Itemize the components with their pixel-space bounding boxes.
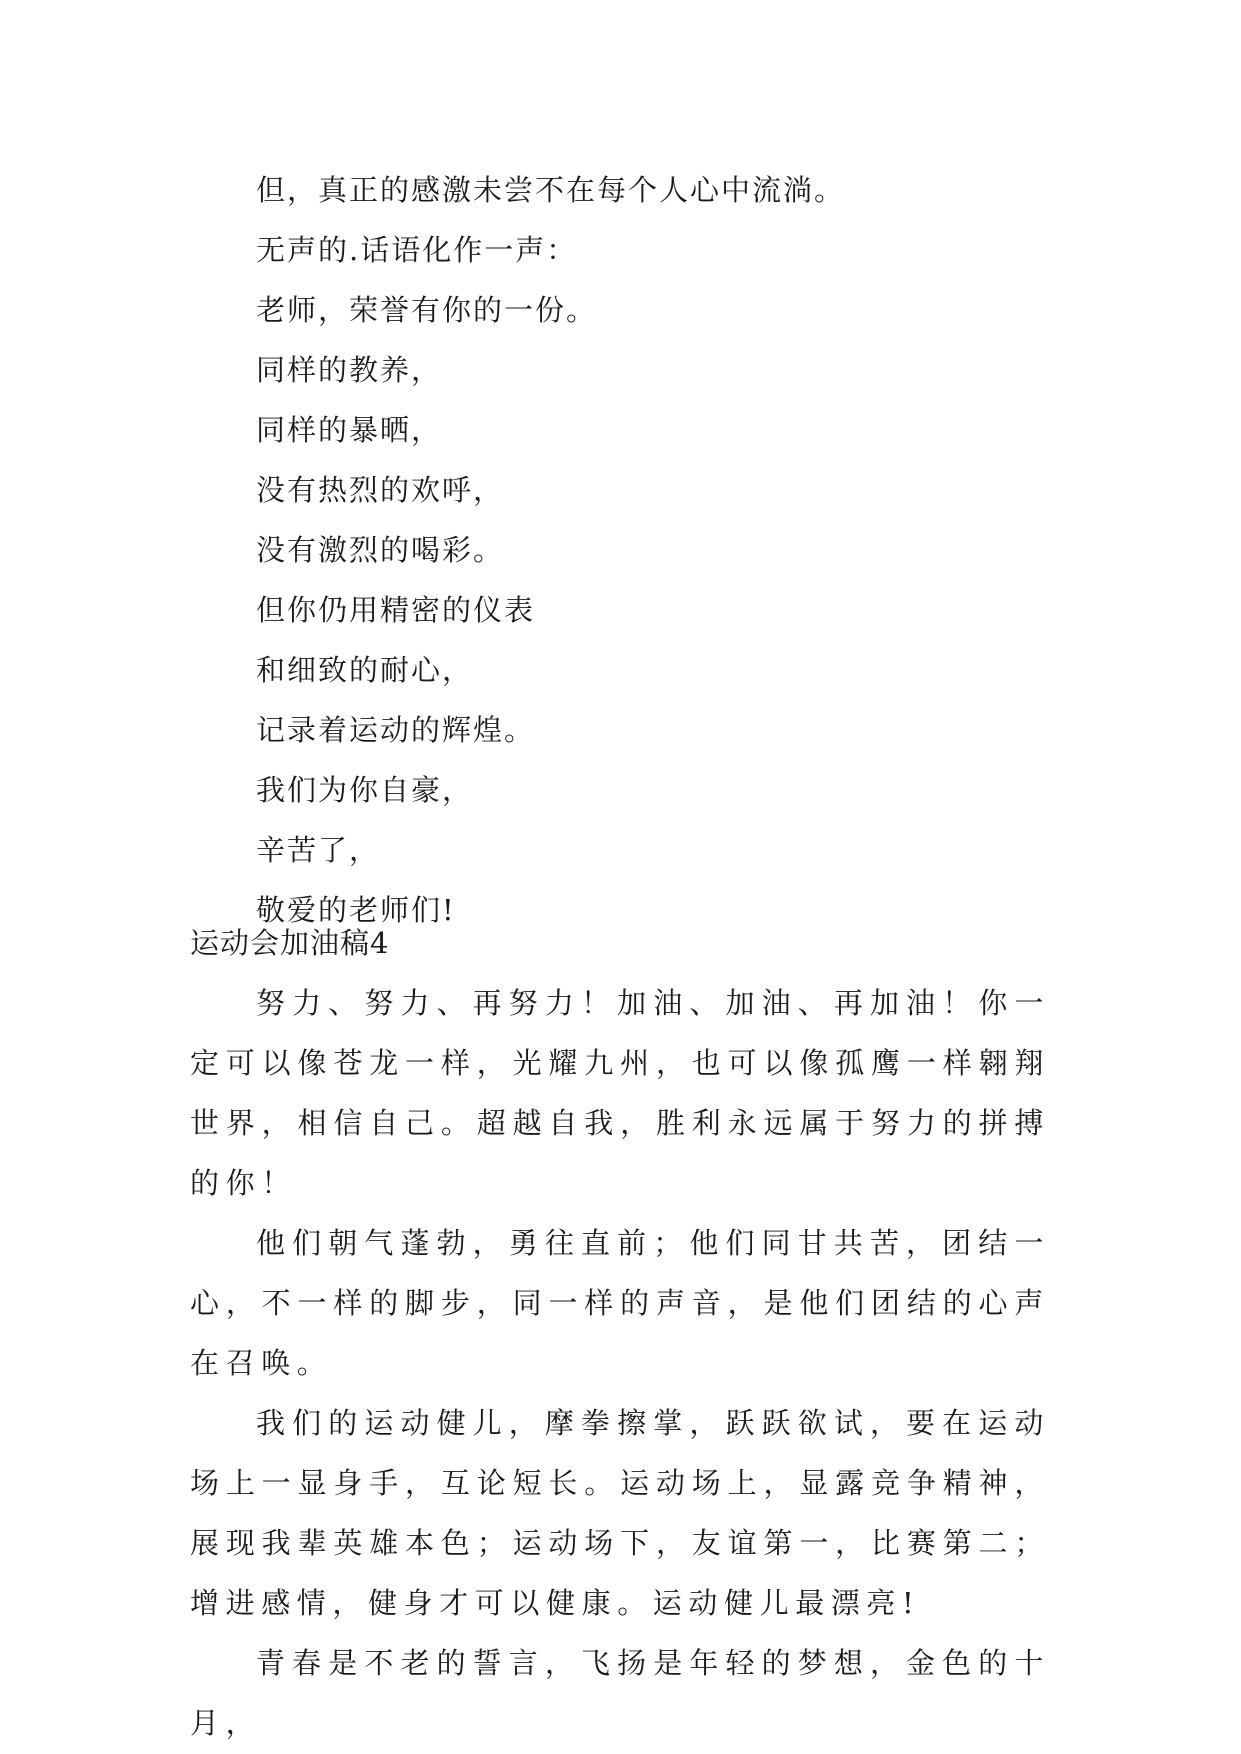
poem-line: 敬爱的老师们! (256, 893, 456, 927)
poem-line: 无声的.话语化作一声： (256, 233, 578, 267)
poem-line: 没有激烈的喝彩。 (256, 533, 505, 567)
poem-line: 记录着运动的辉煌。 (256, 713, 536, 747)
section-heading: 运动会加油稿4 (190, 926, 390, 960)
poem-line: 但你仍用精密的仪表 (256, 593, 536, 627)
poem-block (256, 160, 845, 940)
paragraph: 他们朝气蓬勃，勇往直前；他们同甘共苦，团结一心，不一样的脚步，同一样的声音，是他们团结的心声在召唤。 (190, 1226, 1050, 1380)
poem-line: 同样的教养， (256, 353, 443, 387)
paragraph: 努力、努力、再努力！加油、加油、再加油！你一定可以像苍龙一样，光耀九州，也可以像孤鹰一样翱翔世界，相信自己。超越自我，胜利永远属于努力的拼搏的你！ (190, 986, 1050, 1200)
paragraph: 我们的运动健儿，摩拳擦掌，跃跃欲试，要在运动场上一显身手，互论短长。运动场上，显露竞争精神，展现我辈英雄本色；运动场下，友谊第一，比赛第二；增进感情，健身才可以健康。运动健儿最漂亮! (190, 1406, 1050, 1620)
poem-line: 老师，荣誉有你的一份。 (256, 293, 598, 327)
poem-line: 和细致的耐心， (256, 653, 474, 687)
poem-line: 但，真正的感激未尝不在每个人心中流淌。 (256, 173, 846, 207)
poem-line: 同样的暴晒， (256, 413, 443, 447)
body-text (190, 973, 1050, 1753)
paragraph: 青春是不老的誓言，飞扬是年轻的梦想，金色的十月， (190, 1646, 1050, 1740)
poem-line: 我们为你自豪， (256, 773, 474, 807)
poem-line: 辛苦了， (256, 833, 381, 867)
poem-line: 没有热烈的欢呼， (256, 473, 505, 507)
